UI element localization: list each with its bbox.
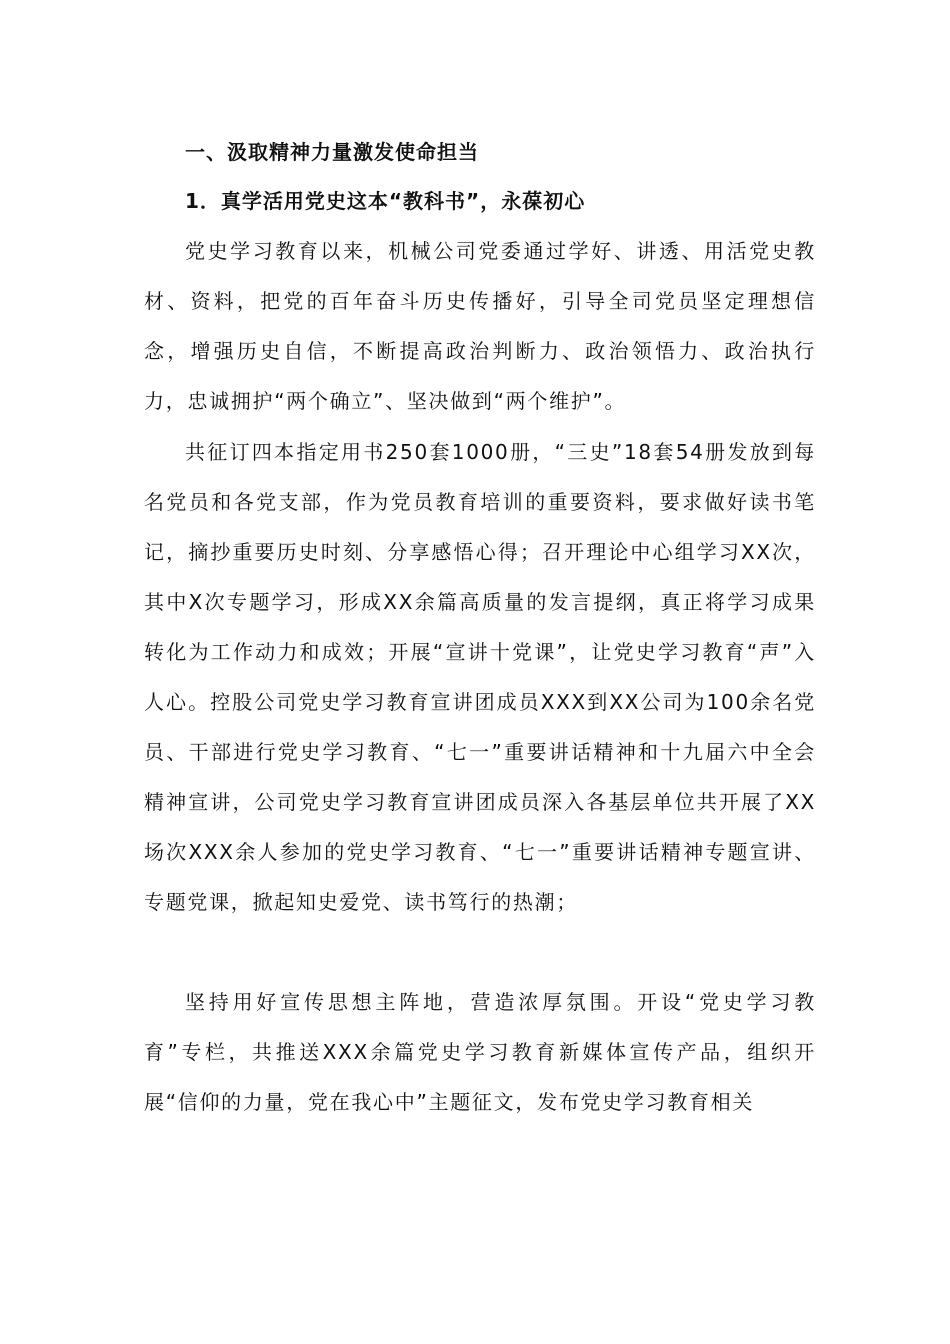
body-paragraph-3: 坚持用好宣传思想主阵地，营造浓厚氛围。开设“党史学习教育”专栏，共推送XXX余篇党史学习教育新媒体宣传产品，组织开展“信仰的力量，党在我心中”主题征文，发布党史学习教育相关 bbox=[144, 990, 816, 1114]
subheading: 1．真学活用党史这本“教科书”，永葆初心 bbox=[185, 189, 586, 213]
section-heading: 一、汲取精神力量激发使命担当 bbox=[185, 140, 479, 164]
body-paragraph-2: 共征订四本指定用书250套1000册，“三史”18套54册发放到每名党员和各党支部，作为党员教育培训的重要资料，要求做好读书笔记，摘抄重要历史时刻、分享感悟心得；召开理论中心组学习XX次，其中X次专题学习，形成XX余篇高质量的发言提纲，真正将学习成果转化为工作动力和成效；开展“宣讲十党课”，让党史学习教育“声”入人心。控股公司党史学习教育宣讲团成员XXX到XX公司为100余名党员、干部进行党史学习教育、“七一”重要讲话精神和十九届六中全会精神宣讲，公司党史学习教育宣讲团成员深入各基层单位共开展了XX场次XXX余人参加的党史学习教育、“七一”重要讲话精神专题宣讲、专题党课，掀起知史爱党、读书笃行的热潮； bbox=[144, 440, 816, 914]
body-paragraph-1: 党史学习教育以来，机械公司党委通过学好、讲透、用活党史教材、资料，把党的百年奋斗历史传播好，引导全司党员坚定理想信念，增强历史自信，不断提高政治判断力、政治领悟力、政治执行力，忠诚拥护“两个确立”、坚决做到“两个维护”。 bbox=[144, 239, 816, 413]
